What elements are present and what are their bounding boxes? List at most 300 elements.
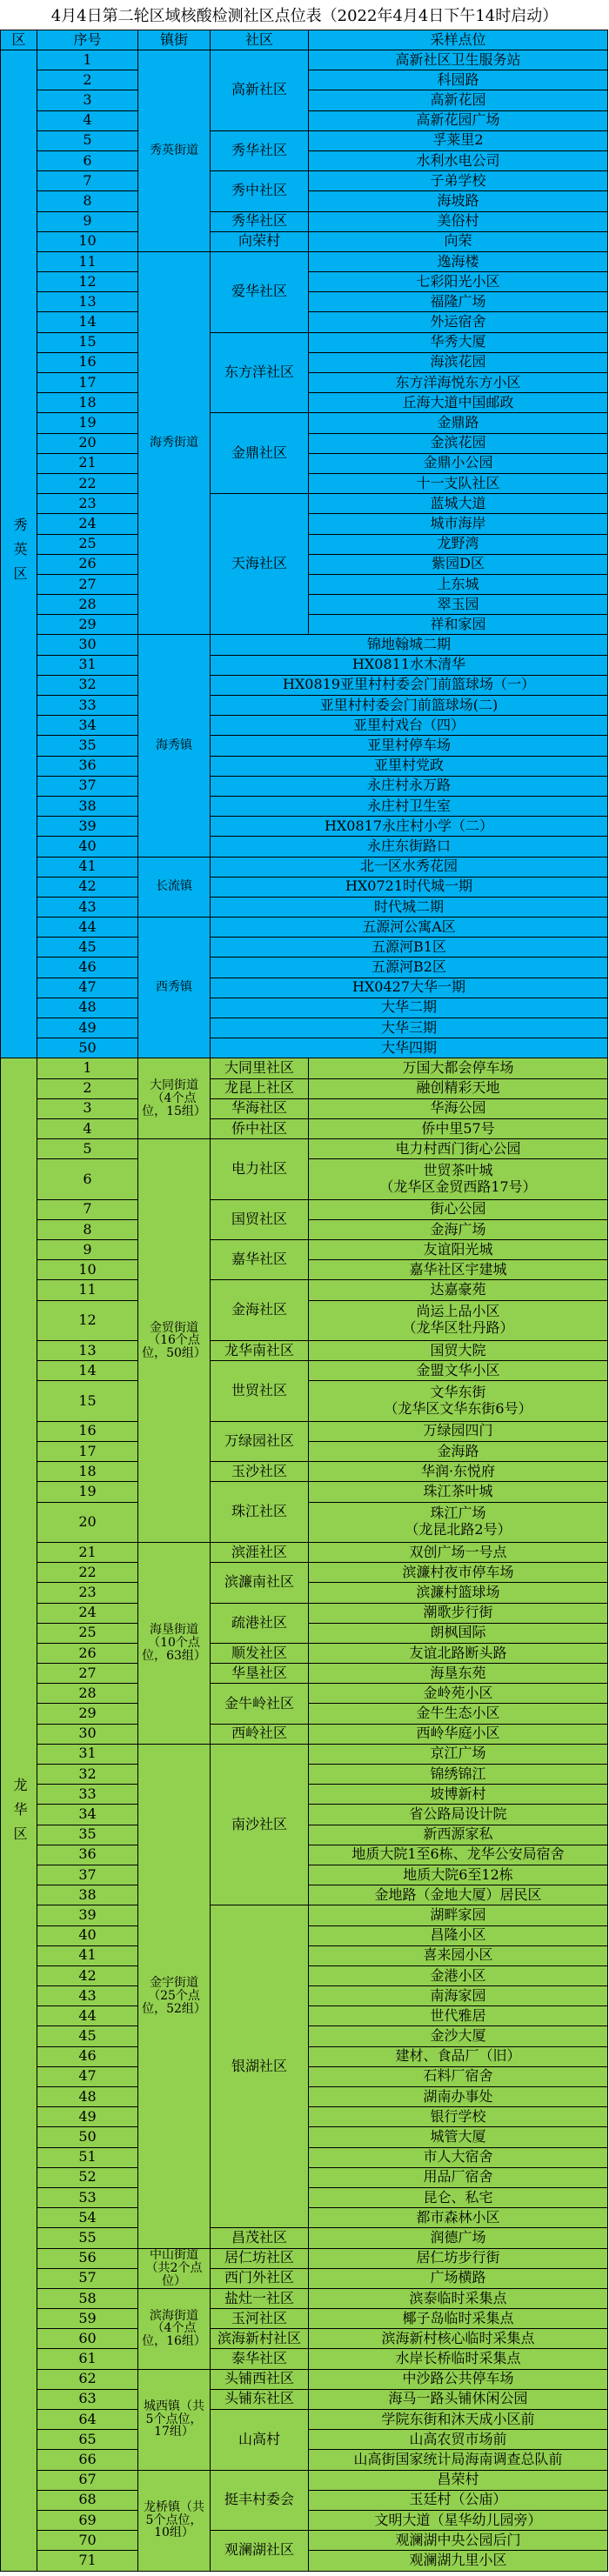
- row-number: 42: [37, 878, 137, 897]
- district-cell: 秀英区: [1, 50, 37, 1058]
- sampling-point: 广场横路: [309, 2269, 607, 2288]
- sampling-point: 友谊阳光城: [309, 1240, 607, 1259]
- row-number: 32: [37, 676, 137, 695]
- row-number: 63: [37, 2390, 137, 2409]
- sampling-point: 昆仑、私宅: [309, 2188, 607, 2207]
- row-number: 9: [37, 212, 137, 231]
- sampling-point: 京江广场: [309, 1745, 607, 1764]
- sampling-point: 金海路: [309, 1442, 607, 1461]
- row-number: 1: [37, 50, 137, 70]
- street-cell: 西秀镇: [138, 918, 210, 1058]
- row-number: 40: [37, 837, 137, 856]
- sampling-point: 永庄东街路口: [211, 837, 607, 856]
- row-number: 28: [37, 595, 137, 614]
- sampling-point: 用品厂宿舍: [309, 2168, 607, 2187]
- community-cell: 华垦社区: [211, 1664, 308, 1683]
- page-title: 4月4日第二轮区域核酸检测社区点位表（2022年4月4日下午14时启动）: [50, 7, 559, 25]
- sampling-point: 蓝城大道: [309, 494, 607, 513]
- community-cell: 电力社区: [211, 1139, 308, 1199]
- street-cell: 海秀街道: [138, 252, 210, 635]
- sampling-point: 永庄村卫生室: [211, 797, 607, 816]
- row-number: 62: [37, 2370, 137, 2389]
- row-number: 21: [37, 454, 137, 473]
- sampling-point: HX0427大华一期: [211, 978, 607, 998]
- row-number: 16: [37, 1422, 137, 1441]
- sampling-point: 珠江茶叶城: [309, 1482, 607, 1501]
- community-cell: 金鼎社区: [211, 413, 308, 493]
- sampling-point: 金鼎路: [309, 413, 607, 432]
- row-number: 42: [37, 1966, 137, 1985]
- sampling-point: 友谊北路断头路: [309, 1644, 607, 1663]
- row-number: 29: [37, 1704, 137, 1723]
- sampling-point: 海坡路: [309, 191, 607, 210]
- sampling-point: 文华东街 （龙华区文华东街6号）: [309, 1381, 607, 1420]
- row-number: 28: [37, 1684, 137, 1703]
- sampling-point: 朗枫国际: [309, 1624, 607, 1643]
- row-number: 26: [37, 555, 137, 574]
- row-number: 32: [37, 1765, 137, 1784]
- row-number: 64: [37, 2410, 137, 2429]
- sampling-point: 南海家园: [309, 1986, 607, 2005]
- sampling-point: 滨濂村篮球场: [309, 1583, 607, 1602]
- community-cell: 泰华社区: [211, 2349, 308, 2368]
- row-number: 29: [37, 615, 137, 634]
- row-number: 5: [37, 131, 137, 150]
- sampling-point: 亚里村停车场: [211, 736, 607, 755]
- header-community: 社区: [211, 30, 308, 50]
- row-number: 47: [37, 2067, 137, 2086]
- row-number: 7: [37, 171, 137, 190]
- sampling-point: 椰子岛临时采集点: [309, 2309, 607, 2328]
- row-number: 33: [37, 696, 137, 715]
- row-number: 17: [37, 1442, 137, 1461]
- row-number: 15: [37, 1381, 137, 1420]
- row-number: 43: [37, 898, 137, 917]
- sampling-point: 华海公园: [309, 1099, 607, 1118]
- community-cell: 东方洋社区: [211, 333, 308, 413]
- sampling-point: 金岭苑小区: [309, 1684, 607, 1703]
- row-number: 14: [37, 1361, 137, 1380]
- row-number: 24: [37, 1604, 137, 1623]
- row-number: 54: [37, 2208, 137, 2227]
- sampling-point: 万国大都会停车场: [309, 1058, 607, 1078]
- row-number: 35: [37, 1825, 137, 1845]
- sampling-point: 达嘉豪苑: [309, 1280, 607, 1299]
- district-cell: 龙华区: [1, 1058, 37, 2570]
- row-number: 33: [37, 1785, 137, 1804]
- sampling-point: 亚里村戏台（四）: [211, 716, 607, 735]
- community-cell: 秀中社区: [211, 171, 308, 210]
- sampling-point: 金沙大厦: [309, 2026, 607, 2045]
- row-number: 8: [37, 1220, 137, 1239]
- sampling-point: 润德广场: [309, 2228, 607, 2247]
- community-cell: 龙昆上社区: [211, 1079, 308, 1098]
- row-number: 2: [37, 70, 137, 90]
- sampling-point: 地质大院1至6栋、龙华公安局宿舍: [309, 1845, 607, 1865]
- row-number: 38: [37, 797, 137, 816]
- row-number: 3: [37, 1099, 137, 1118]
- sampling-point: HX0721时代城一期: [211, 878, 607, 897]
- sampling-point: 科园路: [309, 70, 607, 90]
- sampling-point: 山高街国家统计局海南调查总队前: [309, 2450, 607, 2469]
- sampling-point: 居仁坊步行街: [309, 2249, 607, 2268]
- sampling-point: 金海广场: [309, 1220, 607, 1239]
- sampling-point: HX0817永庄村小学（二）: [211, 817, 607, 836]
- community-cell: 西门外社区: [211, 2269, 308, 2288]
- sampling-point: 大华二期: [211, 998, 607, 1018]
- street-cell: 金宇街道（25个点位，52组）: [138, 1745, 210, 2248]
- row-number: 45: [37, 2026, 137, 2045]
- row-number: 14: [37, 312, 137, 331]
- sampling-point: 丘海大道中国邮政: [309, 393, 607, 412]
- row-number: 13: [37, 1341, 137, 1360]
- row-number: 48: [37, 998, 137, 1018]
- row-number: 70: [37, 2531, 137, 2550]
- sampling-point: 新西源家私: [309, 1825, 607, 1845]
- row-number: 48: [37, 2087, 137, 2106]
- sampling-point: 嘉华社区宇建城: [309, 1260, 607, 1279]
- sampling-point: 锦绣锦江: [309, 1765, 607, 1784]
- row-number: 17: [37, 373, 137, 392]
- sampling-point: 五源河B1区: [211, 938, 607, 957]
- row-number: 9: [37, 1240, 137, 1259]
- community-cell: 山高村: [211, 2410, 308, 2470]
- community-cell: 挺丰村委会: [211, 2471, 308, 2531]
- community-cell: 侨中社区: [211, 1119, 308, 1138]
- sampling-point: 金地路（金地大厦）居民区: [309, 1885, 607, 1905]
- sampling-point: 福隆广场: [309, 292, 607, 311]
- sampling-point: 金盟文华小区: [309, 1361, 607, 1380]
- community-cell: 顺发社区: [211, 1644, 308, 1663]
- row-number: 22: [37, 1563, 137, 1582]
- row-number: 21: [37, 1543, 137, 1562]
- sampling-point: 双创广场一号点: [309, 1543, 607, 1562]
- sampling-point: 锦地翰城二期: [211, 635, 607, 654]
- sampling-point: 水岸长桥临时采集点: [309, 2349, 607, 2368]
- row-number: 31: [37, 1745, 137, 1764]
- community-cell: 万绿园社区: [211, 1422, 308, 1461]
- row-number: 26: [37, 1644, 137, 1663]
- sampling-point: 湖畔家园: [309, 1905, 607, 1925]
- header-sampling-point: 采样点位: [309, 30, 607, 50]
- sampling-point: 石料厂宿舍: [309, 2067, 607, 2086]
- sampling-point: 海滨花园: [309, 353, 607, 372]
- row-number: 41: [37, 1946, 137, 1965]
- sampling-point: 龙野湾: [309, 535, 607, 554]
- sampling-point: 电力村西门街心公园: [309, 1139, 607, 1158]
- row-number: 20: [37, 1503, 137, 1542]
- row-number: 47: [37, 978, 137, 998]
- community-cell: 南沙社区: [211, 1745, 308, 1905]
- row-number: 2: [37, 1079, 137, 1098]
- sampling-point: 孚莱里2: [309, 131, 607, 150]
- row-number: 57: [37, 2269, 137, 2288]
- row-number: 44: [37, 2006, 137, 2025]
- row-number: 22: [37, 474, 137, 493]
- sampling-point: 都市森林小区: [309, 2208, 607, 2227]
- community-cell: 嘉华社区: [211, 1240, 308, 1279]
- row-number: 19: [37, 1482, 137, 1501]
- sampling-point: 十一支队社区: [309, 474, 607, 493]
- row-number: 52: [37, 2168, 137, 2187]
- community-cell: 金牛岭社区: [211, 1684, 308, 1723]
- row-number: 66: [37, 2450, 137, 2469]
- sampling-point: 昌隆小区: [309, 1926, 607, 1945]
- sampling-point: HX0811水木清华: [211, 656, 607, 675]
- row-number: 18: [37, 1462, 137, 1481]
- row-number: 4: [37, 1119, 137, 1138]
- community-cell: 滨涯社区: [211, 1543, 308, 1562]
- row-number: 12: [37, 272, 137, 291]
- community-cell: 珠江社区: [211, 1482, 308, 1542]
- row-number: 49: [37, 1018, 137, 1038]
- row-number: 39: [37, 817, 137, 836]
- sampling-point: 市人大宿舍: [309, 2148, 607, 2167]
- street-cell: 中山街道（共2个点位）: [138, 2249, 210, 2288]
- row-number: 6: [37, 1159, 137, 1198]
- row-number: 55: [37, 2228, 137, 2247]
- row-number: 20: [37, 434, 137, 453]
- community-cell: 玉沙社区: [211, 1462, 308, 1481]
- sampling-point: 大华四期: [211, 1038, 607, 1058]
- sampling-point: 祥和家园: [309, 615, 607, 634]
- sampling-point: 融创精彩天地: [309, 1079, 607, 1098]
- sampling-point: 五源河公寓A区: [211, 918, 607, 937]
- sampling-point: 街心公园: [309, 1200, 607, 1219]
- row-number: 34: [37, 1805, 137, 1824]
- sampling-point: 紫园D区: [309, 555, 607, 574]
- sampling-point: 滨泰临时采集点: [309, 2289, 607, 2308]
- header-number: 序号: [37, 30, 137, 50]
- sampling-point: 喜来园小区: [309, 1946, 607, 1965]
- sampling-point: 华秀大厦: [309, 333, 607, 352]
- sampling-point: 高新花园广场: [309, 111, 607, 130]
- sampling-point: 亚里村村委会门前篮球场(二): [211, 696, 607, 715]
- sampling-point: 万绿园四门: [309, 1422, 607, 1441]
- sampling-point: 城管大厦: [309, 2127, 607, 2146]
- row-number: 38: [37, 1885, 137, 1905]
- sampling-point: 观澜湖中央公园后门: [309, 2531, 607, 2550]
- header-street: 镇街: [138, 30, 210, 50]
- row-number: 41: [37, 858, 137, 877]
- sampling-point: 湖南办事处: [309, 2087, 607, 2106]
- sampling-point: 学院东街和沐天成小区前: [309, 2410, 607, 2429]
- row-number: 31: [37, 656, 137, 675]
- header-district: 区: [1, 30, 37, 50]
- row-number: 71: [37, 2551, 137, 2570]
- community-cell: 秀华社区: [211, 131, 308, 170]
- sampling-point: 上东城: [309, 575, 607, 594]
- sampling-point: 观澜湖九里小区: [309, 2551, 607, 2570]
- sampling-point: 翠玉园: [309, 595, 607, 614]
- row-number: 1: [37, 1058, 137, 1078]
- row-number: 18: [37, 393, 137, 412]
- community-cell: 天海社区: [211, 494, 308, 634]
- row-number: 15: [37, 333, 137, 352]
- sampling-point: 珠江广场 （龙昆北路2号）: [309, 1503, 607, 1542]
- row-number: 39: [37, 1905, 137, 1925]
- sampling-point: 美俗村: [309, 212, 607, 231]
- row-number: 12: [37, 1301, 137, 1340]
- row-number: 13: [37, 292, 137, 311]
- sampling-point: 潮歌步行街: [309, 1604, 607, 1623]
- row-number: 36: [37, 757, 137, 776]
- row-number: 53: [37, 2188, 137, 2207]
- sampling-point: 五源河B2区: [211, 958, 607, 977]
- row-number: 5: [37, 1139, 137, 1158]
- row-number: 58: [37, 2289, 137, 2308]
- row-number: 69: [37, 2511, 137, 2530]
- community-cell: 头铺东社区: [211, 2390, 308, 2409]
- row-number: 30: [37, 635, 137, 654]
- row-number: 61: [37, 2349, 137, 2368]
- community-cell: 盐灶一社区: [211, 2289, 308, 2308]
- row-number: 49: [37, 2107, 137, 2126]
- sampling-point: 山高农贸市场前: [309, 2430, 607, 2449]
- sampling-point: 世代雅居: [309, 2006, 607, 2025]
- sampling-point: 金滨花园: [309, 434, 607, 453]
- sampling-point: 逸海楼: [309, 252, 607, 271]
- row-number: 11: [37, 1280, 137, 1299]
- community-cell: 头铺西社区: [211, 2370, 308, 2389]
- row-number: 51: [37, 2148, 137, 2167]
- community-cell: 西岭社区: [211, 1725, 308, 1744]
- community-cell: 秀华社区: [211, 212, 308, 231]
- row-number: 3: [37, 90, 137, 110]
- street-cell: 龙桥镇（共5个点位，10组）: [138, 2471, 210, 2571]
- sampling-point: 子弟学校: [309, 171, 607, 190]
- sampling-point: 中沙路公共停车场: [309, 2370, 607, 2389]
- sampling-point: 金牛生态小区: [309, 1704, 607, 1723]
- row-number: 23: [37, 494, 137, 513]
- row-number: 43: [37, 1986, 137, 2005]
- sampling-point: 东方洋海悦东方小区: [309, 373, 607, 392]
- row-number: 30: [37, 1725, 137, 1744]
- community-cell: 滨濂南社区: [211, 1563, 308, 1602]
- row-number: 7: [37, 1200, 137, 1219]
- row-number: 19: [37, 413, 137, 432]
- sampling-point: 水利水电公司: [309, 151, 607, 170]
- community-cell: 银湖社区: [211, 1905, 308, 2227]
- street-cell: 大同街道（4个点位，15组）: [138, 1058, 210, 1138]
- row-number: 27: [37, 1664, 137, 1683]
- row-number: 36: [37, 1845, 137, 1865]
- sampling-point: 高新社区卫生服务站: [309, 50, 607, 70]
- community-cell: 华海社区: [211, 1099, 308, 1118]
- community-cell: 昌茂社区: [211, 2228, 308, 2247]
- row-number: 68: [37, 2491, 137, 2510]
- row-number: 37: [37, 1865, 137, 1885]
- community-cell: 大同里社区: [211, 1058, 308, 1078]
- street-cell: 城西镇（共5个点位，17组）: [138, 2370, 210, 2470]
- row-number: 46: [37, 2047, 137, 2066]
- row-number: 45: [37, 938, 137, 957]
- row-number: 46: [37, 958, 137, 977]
- community-cell: 龙华南社区: [211, 1341, 308, 1360]
- sampling-point: 海马一路头铺休闲公园: [309, 2390, 607, 2409]
- sampling-point: 建材、食品厂（旧）: [309, 2047, 607, 2066]
- sampling-point: 大华三期: [211, 1018, 607, 1038]
- sampling-point: 地质大院6至12栋: [309, 1865, 607, 1885]
- row-number: 59: [37, 2309, 137, 2328]
- row-number: 44: [37, 918, 137, 937]
- row-number: 10: [37, 232, 137, 251]
- community-cell: 高新社区: [211, 50, 308, 130]
- community-cell: 玉河社区: [211, 2309, 308, 2328]
- sampling-point: 七彩阳光小区: [309, 272, 607, 291]
- row-number: 10: [37, 1260, 137, 1279]
- sampling-point: 西岭华庭小区: [309, 1725, 607, 1744]
- sampling-point: 尚运上品小区 （龙华区牡丹路）: [309, 1301, 607, 1340]
- sampling-point: 省公路局设计院: [309, 1805, 607, 1824]
- row-number: 16: [37, 353, 137, 372]
- row-number: 8: [37, 191, 137, 210]
- row-number: 56: [37, 2249, 137, 2268]
- sampling-point: 海垦东苑: [309, 1664, 607, 1683]
- community-cell: 居仁坊社区: [211, 2249, 308, 2268]
- sampling-point: 城市海岸: [309, 514, 607, 533]
- sampling-point: 银行学校: [309, 2107, 607, 2126]
- row-number: 60: [37, 2329, 137, 2348]
- sampling-point: 外运宿舍: [309, 312, 607, 331]
- community-cell: 世贸社区: [211, 1361, 308, 1421]
- sampling-point: HX0819亚里村村委会门前篮球场（一）: [211, 676, 607, 695]
- sampling-point: 永庄村永万路: [211, 777, 607, 796]
- row-number: 4: [37, 111, 137, 130]
- street-cell: 滨海街道（4个点位，16组）: [138, 2289, 210, 2369]
- street-cell: 海垦街道（10个点位，63组）: [138, 1543, 210, 1744]
- street-cell: 金贸街道（16个点位，50组）: [138, 1139, 210, 1542]
- sampling-point: 滨濂村夜市停车场: [309, 1563, 607, 1582]
- sampling-point: 侨中里57号: [309, 1119, 607, 1138]
- sampling-point: 国贸大院: [309, 1341, 607, 1360]
- community-cell: 爱华社区: [211, 252, 308, 332]
- row-number: 50: [37, 1038, 137, 1058]
- row-number: 37: [37, 777, 137, 796]
- row-number: 50: [37, 2127, 137, 2146]
- row-number: 23: [37, 1583, 137, 1602]
- community-cell: 向荣村: [211, 232, 308, 251]
- sampling-point: 文明大道（星华幼儿园旁）: [309, 2511, 607, 2530]
- community-cell: 疏港社区: [211, 1604, 308, 1643]
- row-number: 65: [37, 2430, 137, 2449]
- sampling-point: 向荣: [309, 232, 607, 251]
- sampling-point: 华润·东悦府: [309, 1462, 607, 1481]
- sampling-point: 滨海新村核心临时采集点: [309, 2329, 607, 2348]
- row-number: 6: [37, 151, 137, 170]
- street-cell: 海秀镇: [138, 635, 210, 856]
- community-cell: 滨海新村社区: [211, 2329, 308, 2348]
- sampling-point: 坡博新村: [309, 1785, 607, 1804]
- sampling-point: 时代城二期: [211, 898, 607, 917]
- row-number: 11: [37, 252, 137, 271]
- street-cell: 秀英街道: [138, 50, 210, 251]
- row-number: 67: [37, 2471, 137, 2490]
- sampling-point: 金鼎小公园: [309, 454, 607, 473]
- community-cell: 国贸社区: [211, 1200, 308, 1239]
- testing-points-table: [0, 30, 608, 2572]
- street-cell: 长流镇: [138, 858, 210, 918]
- community-cell: 观澜湖社区: [211, 2531, 308, 2570]
- sampling-point: 玉廷村（公庙）: [309, 2491, 607, 2510]
- sampling-point: 昌荣村: [309, 2471, 607, 2490]
- row-number: 24: [37, 514, 137, 533]
- community-cell: 金海社区: [211, 1280, 308, 1340]
- sampling-point: 高新花园: [309, 90, 607, 110]
- row-number: 40: [37, 1926, 137, 1945]
- row-number: 25: [37, 1624, 137, 1643]
- row-number: 35: [37, 736, 137, 755]
